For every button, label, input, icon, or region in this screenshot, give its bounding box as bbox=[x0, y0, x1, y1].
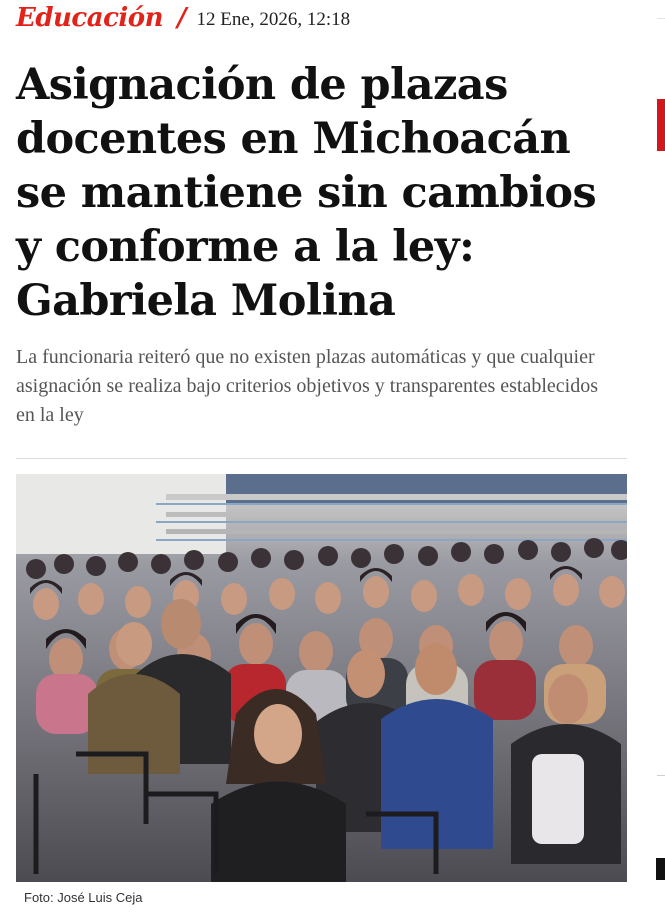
publish-date: 12 Ene, 2026, 12:18 bbox=[196, 8, 351, 30]
sidebar-divider bbox=[657, 18, 665, 19]
sidebar-divider bbox=[657, 775, 665, 776]
divider bbox=[16, 458, 627, 459]
photo-illustration bbox=[16, 474, 627, 882]
section-link[interactable]: Educación bbox=[16, 3, 164, 33]
article-headline: Asignación de plazas docentes en Michoacán se mantiene sin cambios y conforme a la ley: Gabriela Molina bbox=[16, 60, 597, 326]
photo-caption: Foto: José Luis Ceja bbox=[24, 890, 143, 905]
section-separator: / bbox=[177, 3, 187, 33]
article-meta bbox=[16, 0, 350, 36]
article-summary: La funcionaria reiteró que no existen plazas automáticas y que cualquier asignación se realiza bajo criterios objetivos y transparentes establecidos en la ley bbox=[16, 346, 599, 426]
article-photo[interactable] bbox=[16, 474, 627, 882]
sidebar-edge-mark bbox=[656, 858, 665, 880]
sidebar-accent bbox=[657, 99, 665, 151]
